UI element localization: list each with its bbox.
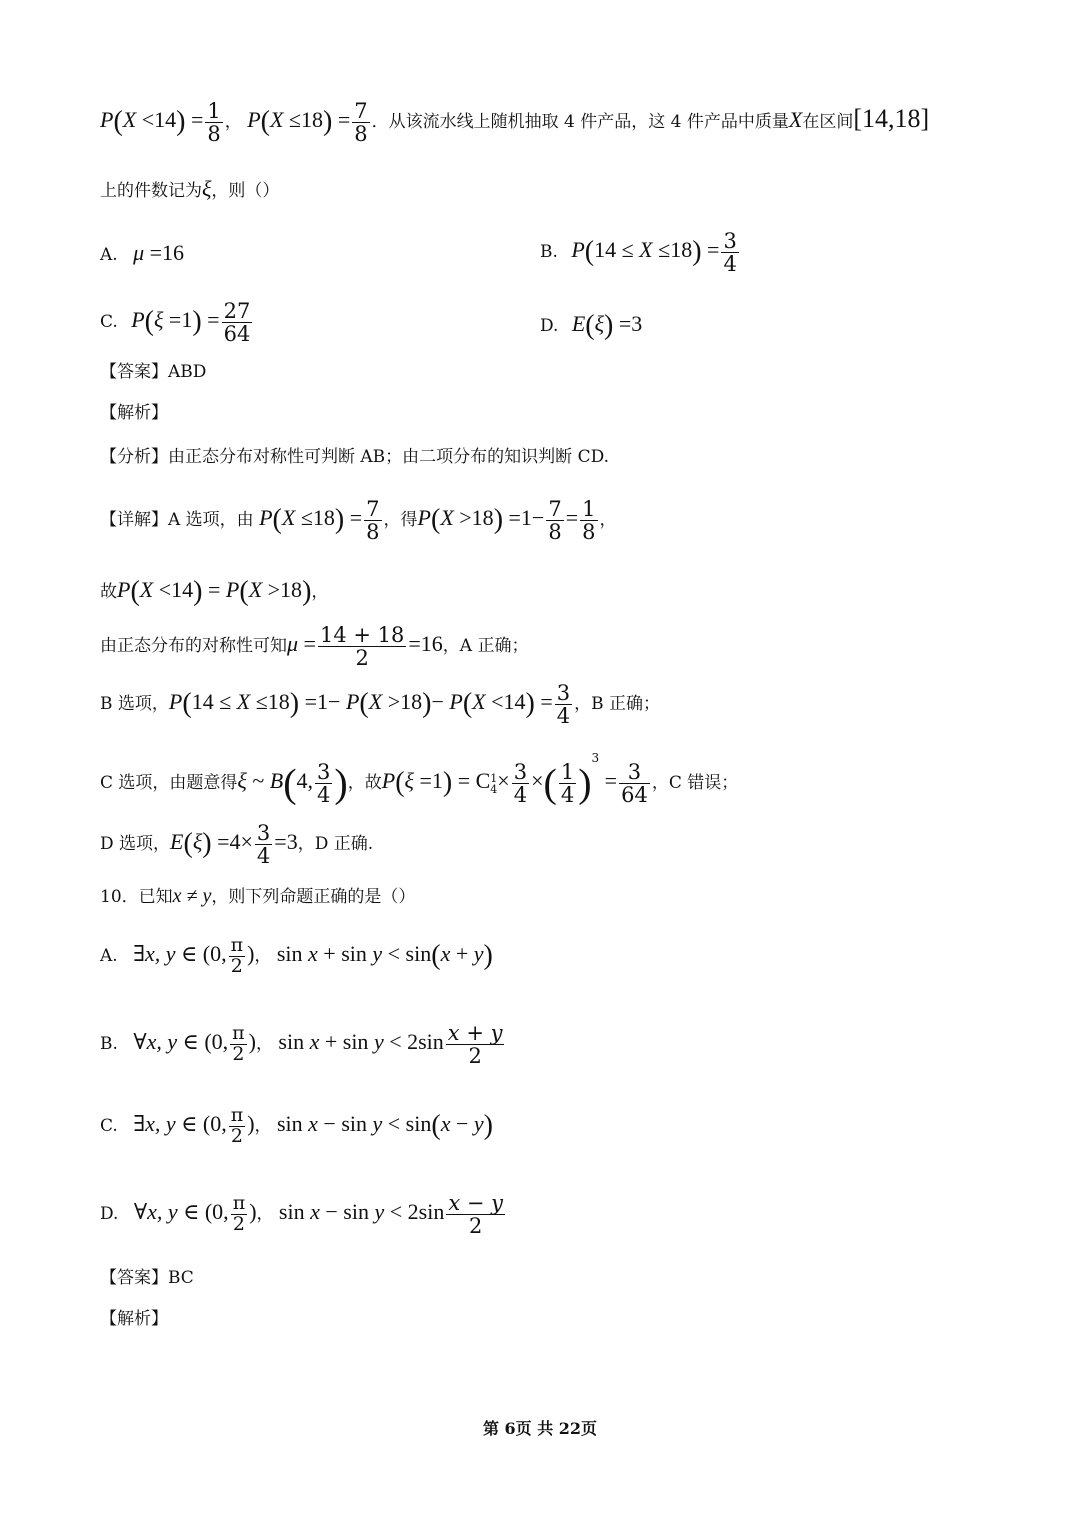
comma: ， — [254, 945, 272, 966]
pi: π — [232, 1192, 246, 1215]
two: 2 — [232, 1213, 245, 1236]
de-text: ，得 — [383, 510, 418, 531]
option-label: A. — [100, 945, 118, 966]
q10-option-b: B. ∀x, y ∈ (0, $\frac{\pi}{2}$ )， sin x + sin y < 2sin $\frac{x + y}{2}$ — [100, 1021, 503, 1069]
two: 2 — [232, 1043, 245, 1066]
detail-a-text: A 选项，由 — [168, 510, 254, 531]
c-gu: ，故 — [347, 773, 382, 793]
interval-open: ∈ (0, — [181, 1110, 227, 1136]
page-footer: 第 6页 共 22页 — [482, 1419, 598, 1438]
quantifier: ∀x, y — [133, 1199, 178, 1225]
option-label: B. — [100, 1034, 118, 1055]
q9-detail-symmetry: 由正态分布的对称性可知μ = $\frac{14 + 18}{2}$ =16，A 正确； — [100, 623, 529, 671]
q9-line2-text: 上的件数记为 — [100, 181, 202, 201]
q10-answer — [100, 1270, 194, 1287]
option-label: C. — [100, 1115, 118, 1136]
interval-close: ) — [247, 940, 255, 966]
quantifier: ∀x, y — [133, 1029, 178, 1055]
quantifier: ∃x, y — [133, 940, 176, 966]
comma: ， — [256, 1204, 274, 1225]
b-prefix: B 选项， — [100, 694, 169, 715]
pi: π — [230, 1104, 244, 1126]
quantifier: ∃x, y — [133, 1110, 176, 1136]
fenxi-tag: 【分析】 — [100, 447, 168, 467]
q9-detail-gu: 故P(X <14) = P(X >18)， — [100, 576, 329, 607]
two: 2 — [230, 954, 243, 977]
q9-detail-b: B 选项，P(14 ≤ X ≤18) =1− P(X >18)− P(X <14) = $\frac{3}{4}$ ，B 正确； — [100, 681, 661, 729]
q9-condition-line: P(X <14) = $\frac{1}{8}$ ， P(X ≤18) = $\frac{7}{8}$ ．从该流水线上随机抽取 4 件产品，这 4 件产品中质量X在区间[14,18] — [100, 99, 930, 147]
d-prefix: D 选项， — [100, 834, 171, 855]
q10-option-d: D. ∀x, y ∈ (0, $\frac{\pi}{2}$ )， sin x − sin y < 2sin $\frac{x - y}{2}$ — [100, 1191, 503, 1239]
b-correct: ，B 正确； — [574, 694, 661, 715]
gu-text: 故 — [100, 582, 117, 603]
pi: π — [230, 934, 244, 956]
answer-tag: 【答案】 — [100, 1268, 168, 1288]
symmetry-text: 由正态分布的对称性可知 — [100, 636, 287, 657]
d-correct: ，D 正确. — [297, 834, 374, 855]
q9-interval: [14,18] — [853, 104, 930, 134]
q9-line2-end: ，则（） — [211, 181, 280, 201]
q10-analysis-tag — [100, 1311, 168, 1328]
q10-stem — [100, 886, 415, 906]
q10-option-c: C. ∃x, y ∈ (0, $\frac{\pi}{2}$ )， sin x − sin y < sin(x − y) — [100, 1104, 493, 1147]
comma: ， — [255, 1034, 273, 1055]
answer-tag: 【答案】 — [100, 362, 168, 382]
interval-close: ) — [248, 1029, 256, 1055]
q9-option-b: B. P(14 ≤ X ≤18) = $\frac{3}{4}$ — [540, 229, 737, 277]
interval-open: ∈ (0, — [183, 1199, 229, 1225]
q10-option-a: A. ∃x, y ∈ (0, $\frac{\pi}{2}$ )， sin x + sin y < sin(x + y) — [100, 934, 493, 977]
q9-intro-text: ．从该流水线上随机抽取 4 件产品，这 4 件产品中质量 — [371, 112, 789, 133]
q9-analysis-tag — [100, 405, 168, 422]
pi: π — [232, 1022, 245, 1045]
q9-option-c: C. P(ξ =1) = $\frac{27}{64}$ — [100, 299, 251, 347]
interval-open: ∈ (0, — [180, 940, 227, 966]
option-label: D. — [540, 316, 559, 337]
c-prefix: C 选项，由题意得 — [100, 773, 238, 793]
q9-detail-d: D 选项，E(ξ) =4× $\frac{3}{4}$ =3，D 正确. — [100, 821, 374, 869]
q10-stem-suffix: ，则下列命题正确的是（） — [211, 887, 416, 907]
q9-detail-a: 【详解】A 选项，由 P(X ≤18) = $\frac{7}{8}$ ，得P(X >18) =1− $\frac{7}{8}$ = $\frac{1}{8}$ ， — [100, 497, 617, 545]
analysis-tag: 【解析】 — [100, 1309, 168, 1329]
answer-value: BC — [168, 1268, 194, 1288]
q9-var-x: X — [788, 107, 803, 133]
q10-stem-cond: x ≠ y — [172, 885, 212, 907]
option-label: C. — [100, 312, 118, 333]
q9-in-interval: 在区间 — [802, 112, 854, 133]
q9-option-a: A. μ =16 — [100, 240, 185, 265]
answer-value: ABD — [168, 362, 207, 382]
q9-option-d: D. E(ξ) =3 — [540, 310, 643, 341]
option-label: D. — [100, 1204, 119, 1225]
q9-detail-c: C 选项，由题意得ξ ~ B(4, $\frac{3}{4}$ )，故P(ξ =1) = C 1 4 × $\frac{3}{4}$ ×( $\frac{1}{4}$ )$^3$ = $\frac{3}{64}$ ，C 错误； — [100, 751, 739, 807]
q9-line2 — [100, 178, 279, 200]
two: 2 — [230, 1124, 244, 1147]
comma: ， — [254, 1115, 272, 1136]
analysis-tag: 【解析】 — [100, 403, 168, 423]
q9-fenxi — [100, 449, 609, 466]
c-wrong: ，C 错误； — [651, 773, 739, 793]
a-correct: ，A 正确； — [442, 636, 529, 657]
interval-close: ) — [249, 1199, 257, 1225]
interval-close: ) — [247, 1110, 255, 1136]
fenxi-text: 由正态分布对称性可判断 AB；由二项分布的知识判断 CD. — [168, 447, 610, 467]
q10-stem-prefix: 10．已知 — [100, 887, 173, 907]
option-label: B. — [540, 242, 558, 263]
q9-answer — [100, 364, 206, 381]
xiangjie-tag: 【详解】 — [100, 510, 168, 531]
interval-open: ∈ (0, — [182, 1029, 229, 1055]
option-label: A. — [100, 245, 118, 265]
q9-xi: ξ — [202, 176, 212, 201]
